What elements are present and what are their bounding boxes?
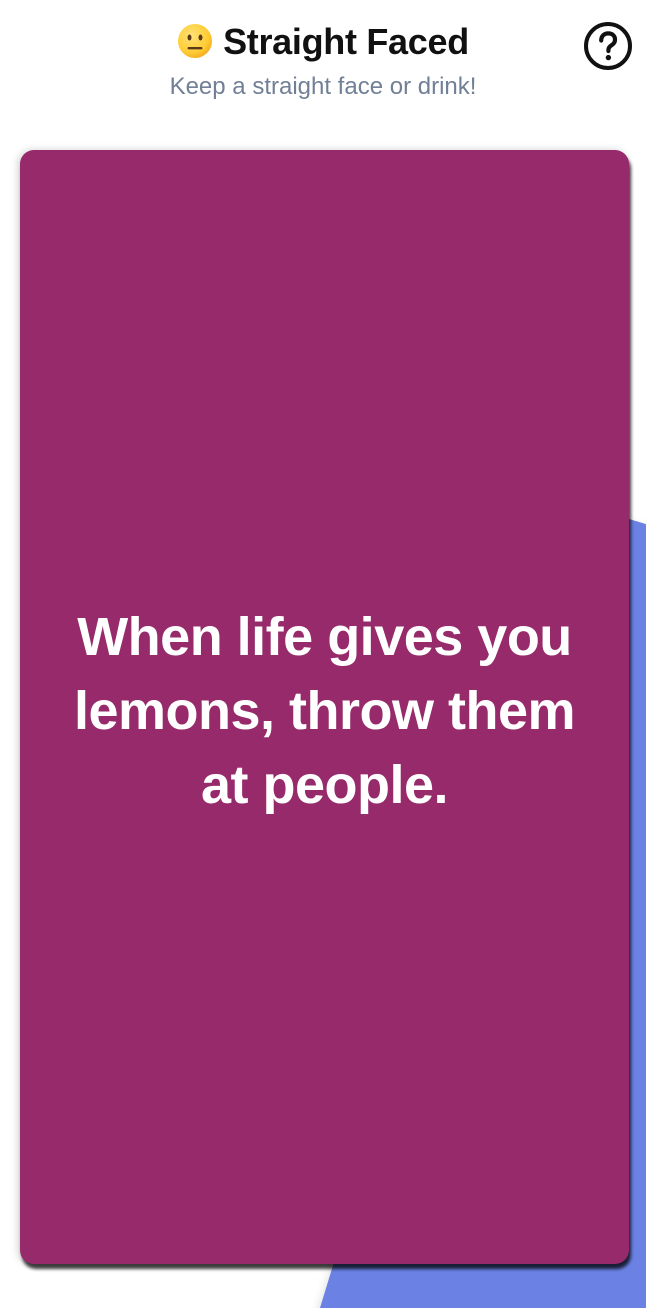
app-title: Straight Faced [223,21,469,62]
app-subtitle: Keep a straight face or drink! [169,73,477,100]
card-prompt-text: When life gives you lemons, throw them at people. [73,607,576,815]
header [0,0,646,130]
prompt-card[interactable] [20,150,629,1264]
title-row [0,20,646,64]
question-circle-icon [583,21,633,71]
help-button[interactable] [583,21,633,71]
neutral-face-icon [177,23,213,59]
